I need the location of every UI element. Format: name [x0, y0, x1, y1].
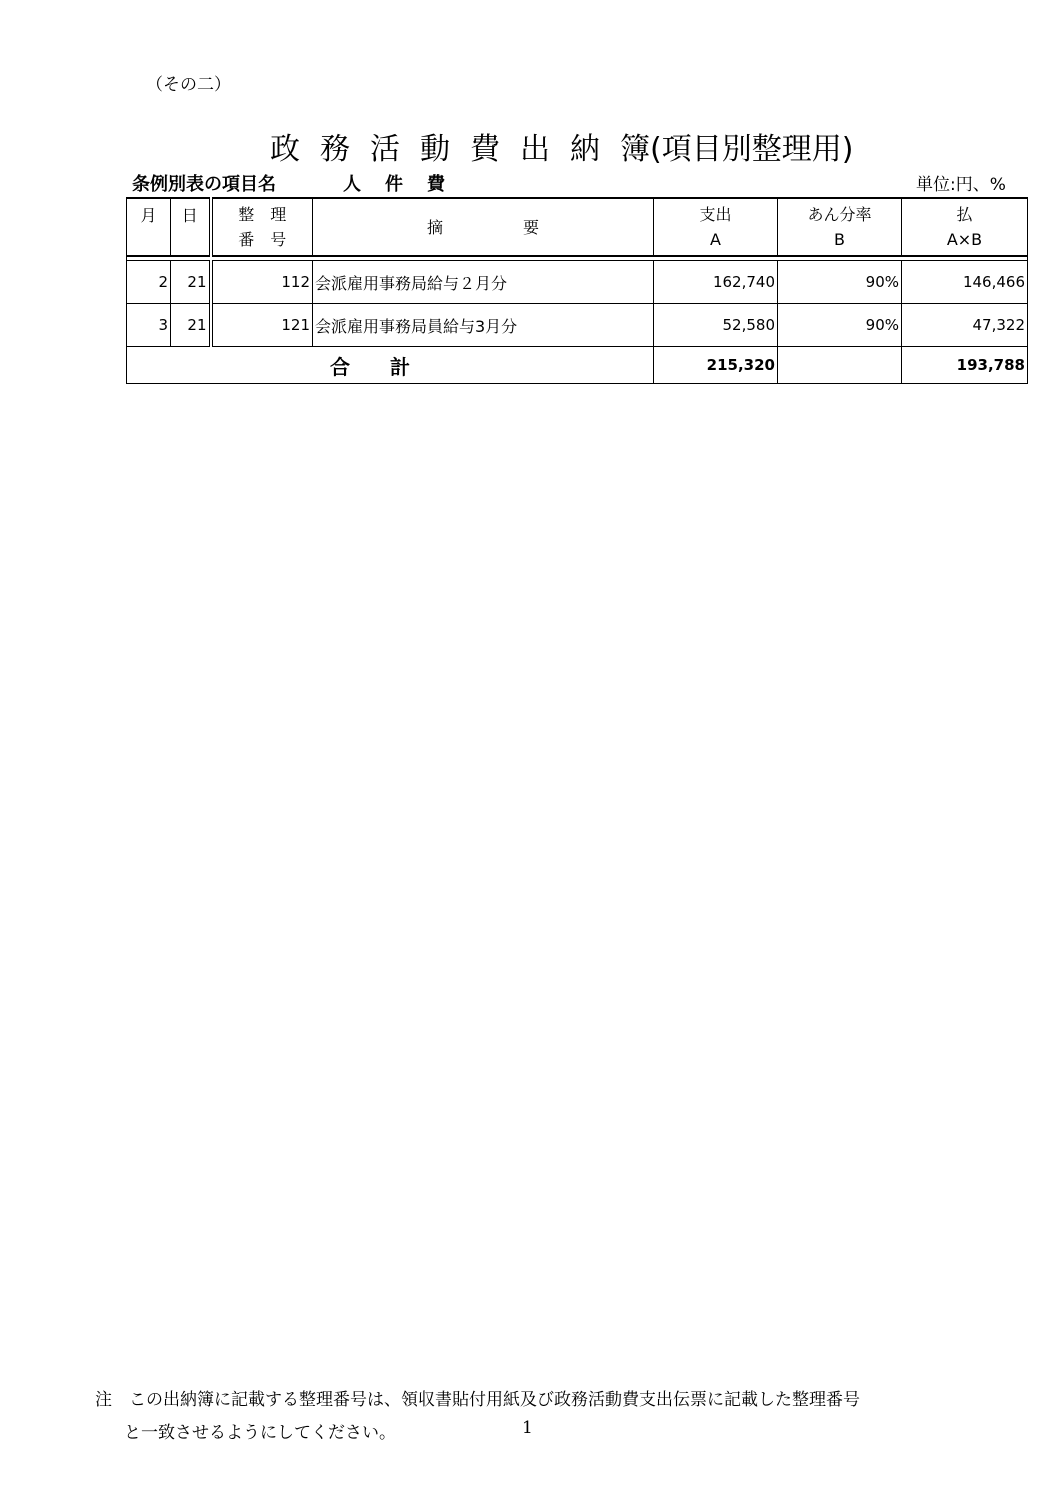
footnote-line2: と一致させるようにしてください。	[124, 1423, 396, 1443]
row-expense: 52,580	[654, 304, 778, 347]
table-row	[127, 261, 1028, 304]
table-row	[127, 304, 1028, 347]
item-label: 条例別表の項目名	[132, 174, 276, 195]
ratio-header-line2: B	[834, 230, 845, 249]
title-main: 政務活動費出納	[270, 132, 620, 167]
total-label: 合計	[127, 347, 654, 384]
paid-header-line2: A×B	[946, 230, 983, 249]
table-header-row	[127, 198, 1028, 256]
row-summary: 会派雇用事務局給与２月分	[313, 261, 654, 304]
col-summary-header: 摘 要	[313, 198, 654, 256]
item-value: 人件費	[343, 174, 469, 195]
row-expense: 162,740	[654, 261, 778, 304]
row-ref: 121	[211, 304, 313, 347]
title-suffix: 簿(項目別整理用)	[620, 132, 854, 167]
total-expense: 215,320	[654, 347, 778, 384]
row-summary: 会派雇用事務局員給与3月分	[313, 304, 654, 347]
col-paid-header	[902, 198, 1028, 256]
page-number: 1	[522, 1418, 533, 1438]
expense-header-line1: 支出	[699, 205, 732, 224]
part-label: （その二）	[146, 75, 231, 95]
expense-header-line2: A	[710, 230, 721, 249]
row-day: 21	[171, 261, 211, 304]
row-paid: 146,466	[902, 261, 1028, 304]
footnote-line1: 注 この出納簿に記載する整理番号は、領収書貼付用紙及び政務活動費支出伝票に記載した整理番号	[95, 1390, 860, 1410]
paid-header-line1: 払	[956, 205, 973, 224]
row-month: 2	[127, 261, 171, 304]
ratio-header-line1: あん分率	[807, 205, 872, 224]
col-day-header: 日	[171, 198, 211, 256]
row-ref: 112	[211, 261, 313, 304]
col-month-header: 月	[127, 198, 171, 256]
ref-header-line1: 整 理	[238, 205, 287, 224]
row-month: 3	[127, 304, 171, 347]
total-ratio	[778, 347, 902, 384]
col-ref-header	[211, 198, 313, 256]
total-paid: 193,788	[902, 347, 1028, 384]
col-expense-header	[654, 198, 778, 256]
ref-header-line2: 番 号	[238, 230, 287, 249]
row-ratio: 90%	[778, 261, 902, 304]
total-row	[127, 347, 1028, 384]
unit-label: 単位:円、%	[916, 175, 1006, 195]
ledger-table	[126, 197, 1028, 384]
row-day: 21	[171, 304, 211, 347]
row-paid: 47,322	[902, 304, 1028, 347]
page-title	[270, 124, 853, 168]
row-ratio: 90%	[778, 304, 902, 347]
col-ratio-header	[778, 198, 902, 256]
